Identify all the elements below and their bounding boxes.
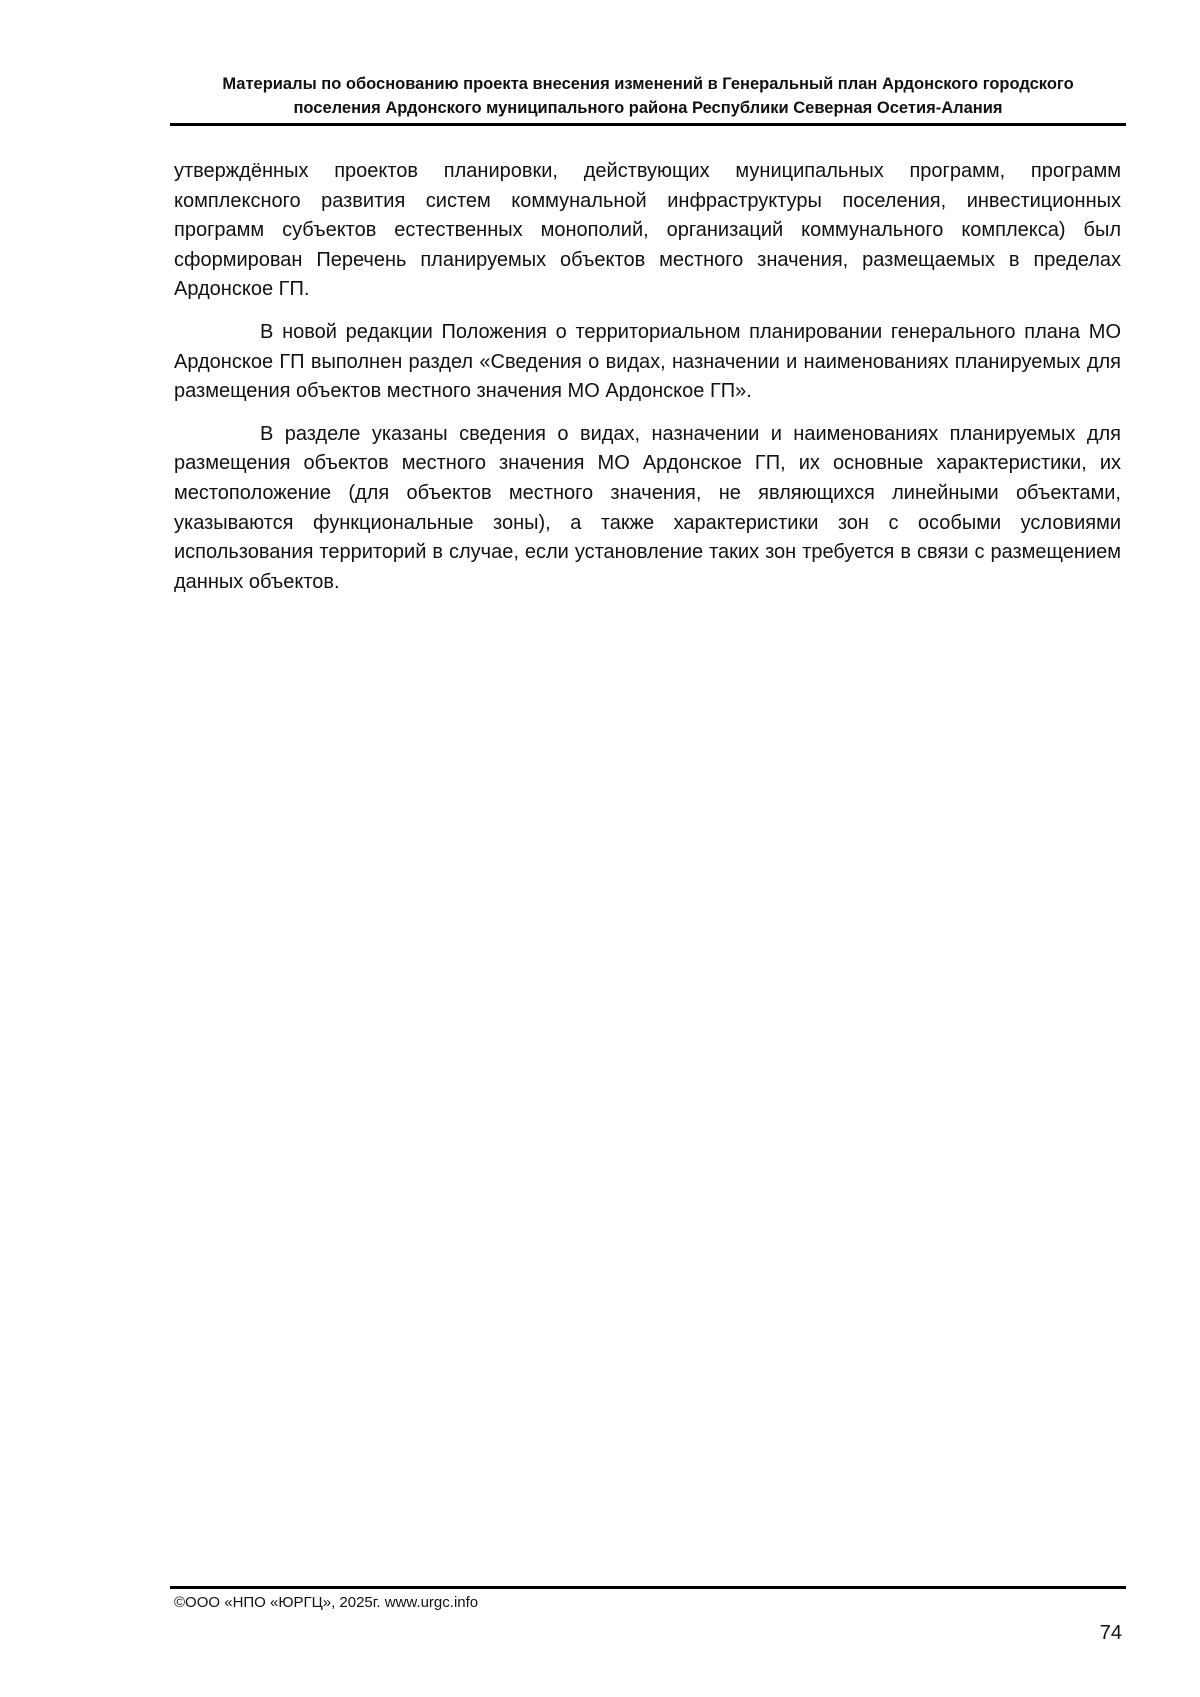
footer-divider [170,1586,1126,1589]
page-number: 74 [1099,1622,1122,1644]
paragraph-section-details: В разделе указаны сведения о видах, назначении и наименованиях планируемых для размещения объектов местного значения МО Ардонское ГП, их основные характеристики, их местоположение (для объектов местного значения, не являющихся линейными объектами, указываются функциональные зоны), а также характеристики зон с особыми условиями использования территорий в случае, если установление таких зон требуется в связи с размещением данных объектов. [174,422,1121,593]
footer-copyright: ©ООО «НПО «ЮРГЦ», 2025г. www.urgc.info [174,1594,479,1611]
main-text [174,157,1121,597]
header-divider [170,123,1126,126]
header-line-1: Материалы по обоснованию проекта внесения изменений в Генеральный план Ардонского городского [222,75,1074,93]
paragraph-continued: утверждённых проектов планировки, действующих муниципальных программ, программ комплексного развития систем коммунальной инфраструктуры поселения, инвестиционных программ субъектов естественных монополий, организаций коммунального комплекса) был сформирован Перечень планируемых объектов местного значения, размещаемых в пределах Ардонское ГП. [174,160,1121,301]
paragraph-new-edition: В новой редакции Положения о территориальном планировании генерального плана МО Ардонское ГП выполнен раздел «Сведения о видах, назначении и наименованиях планируемых для размещения объектов местного значения МО Ардонское ГП». [174,320,1121,403]
header-line-2: поселения Ардонского муниципального района Республики Северная Осетия-Алания [293,99,1003,117]
running-header [170,72,1126,120]
